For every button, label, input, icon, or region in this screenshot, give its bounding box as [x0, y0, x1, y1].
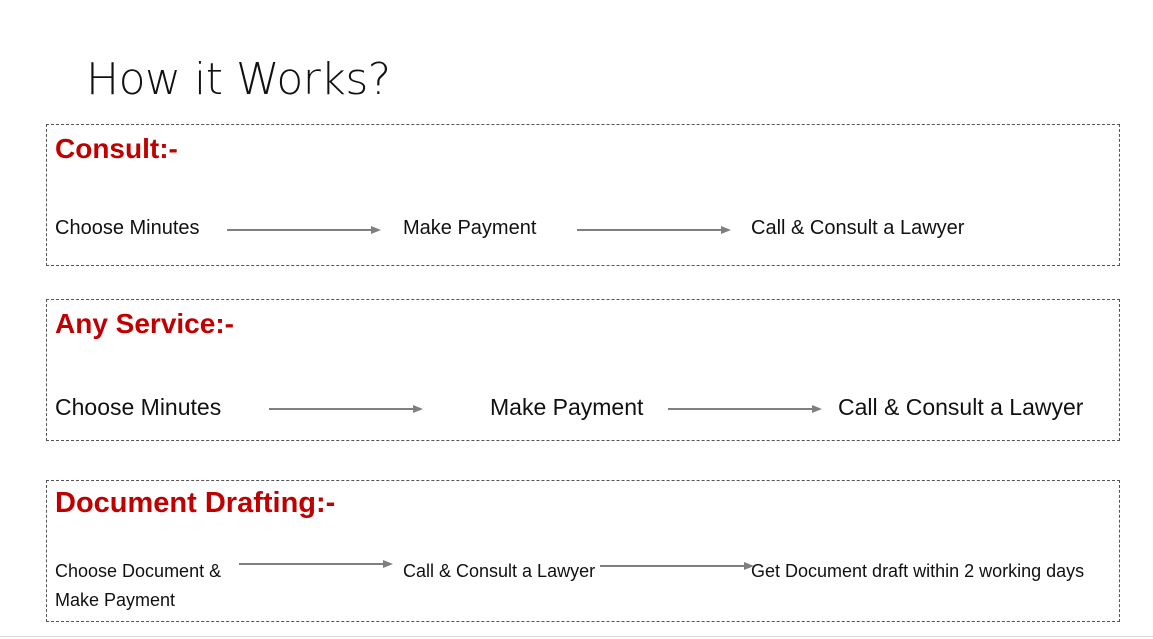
step-choose-minutes: Choose Minutes — [55, 394, 222, 420]
document-drafting-section — [46, 480, 1120, 622]
section-heading: Document Drafting:- — [55, 487, 336, 519]
page-title: How it Works? — [86, 54, 391, 105]
section-heading: Consult:- — [55, 133, 178, 164]
section-heading: Any Service:- — [55, 308, 234, 339]
step-make-payment: Make Payment — [403, 217, 537, 239]
arrow-right-icon — [577, 225, 731, 235]
divider — [0, 636, 1153, 637]
arrow-right-icon — [269, 404, 423, 414]
consult-section — [46, 124, 1120, 266]
any-service-section — [46, 299, 1120, 441]
step-call-lawyer: Call & Consult a Lawyer — [751, 217, 965, 239]
step-make-payment: Make Payment — [490, 394, 644, 420]
step-get-document-draft: Get Document draft within 2 working days — [751, 561, 1085, 581]
step-call-lawyer: Call & Consult a Lawyer — [403, 561, 596, 581]
step-choose-document: Choose Document & — [55, 561, 222, 581]
arrow-right-icon — [227, 225, 381, 235]
arrow-right-icon — [668, 404, 822, 414]
step-choose-minutes: Choose Minutes — [55, 217, 200, 239]
arrow-right-icon — [600, 561, 754, 571]
arrow-right-icon — [239, 559, 393, 569]
step-make-payment: Make Payment — [55, 590, 176, 610]
step-call-lawyer: Call & Consult a Lawyer — [838, 394, 1084, 420]
